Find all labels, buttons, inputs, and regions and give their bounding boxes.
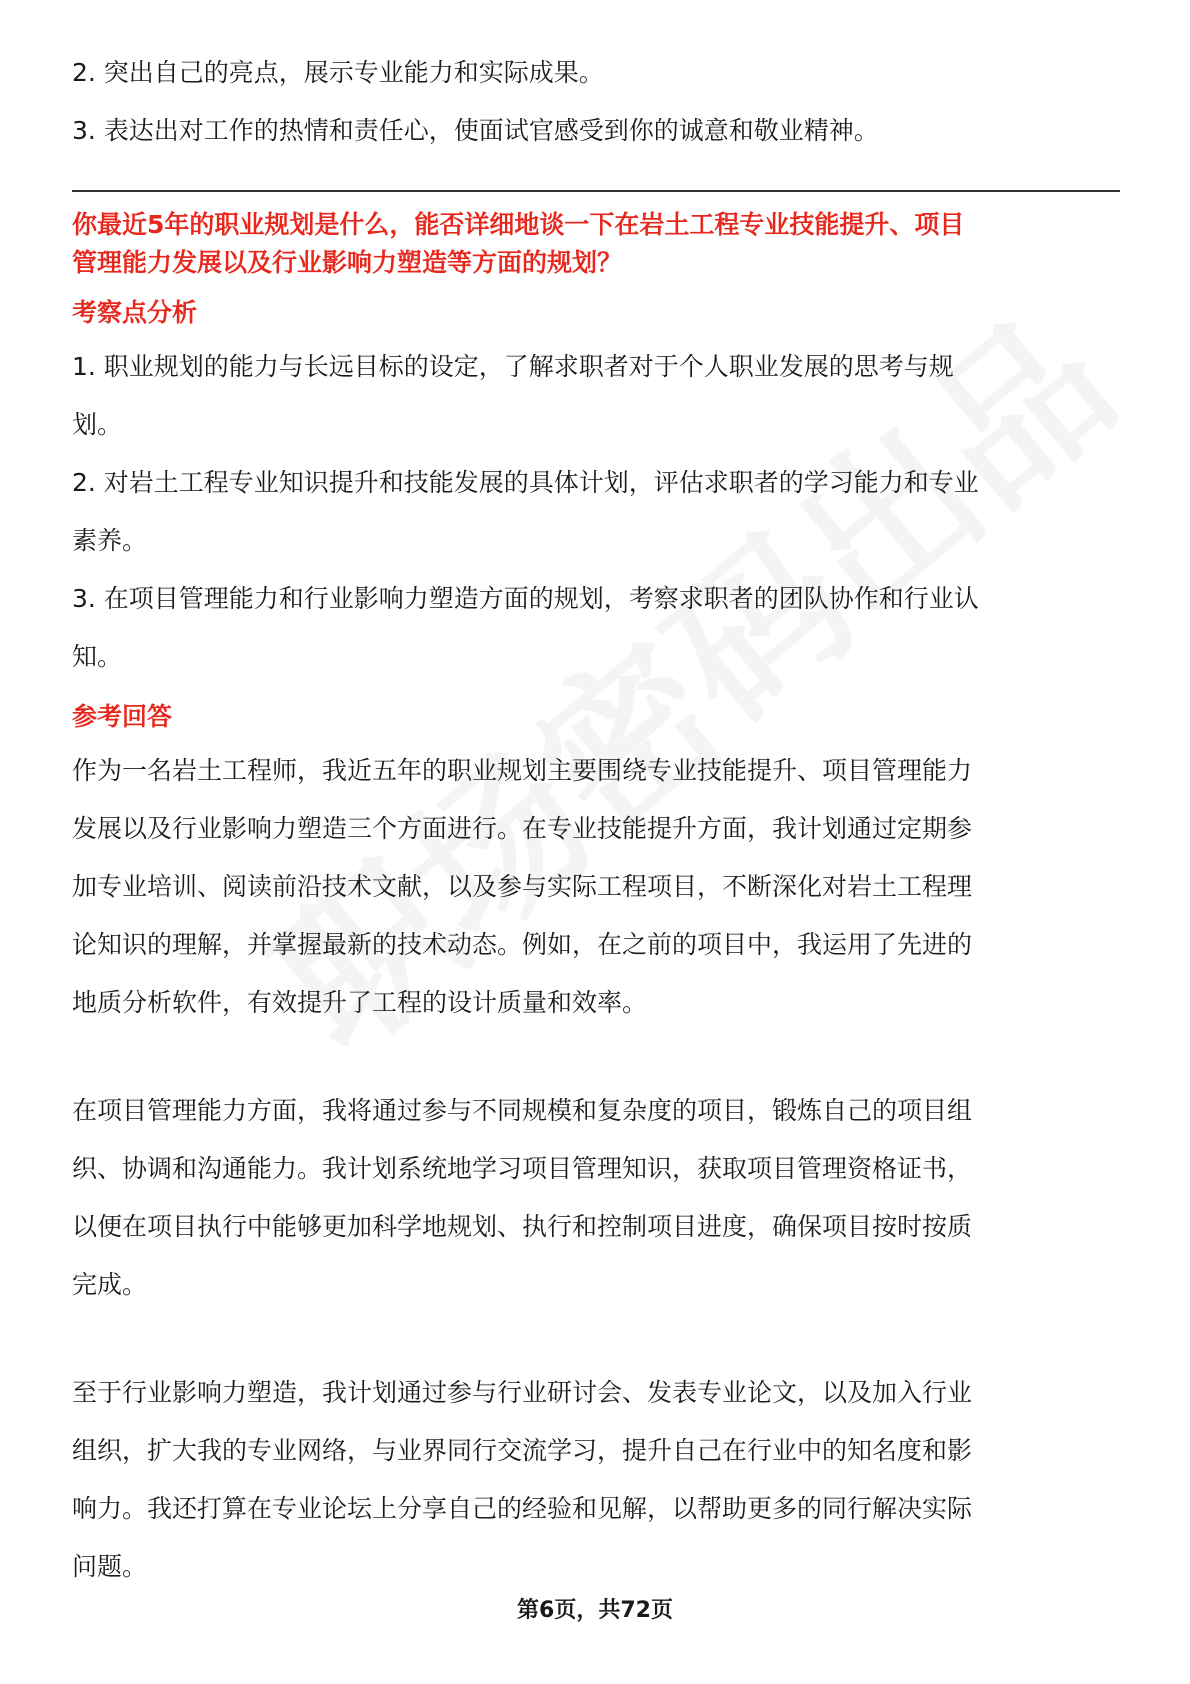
analysis-line: 划。 — [72, 410, 123, 439]
paragraph-gap — [72, 1314, 1122, 1364]
page-content — [72, 44, 1122, 1596]
answer-line: 组织，扩大我的专业网络，与业界同行交流学习，提升自己在行业中的知名度和影 — [72, 1436, 973, 1465]
analysis-line: 1. 职业规划的能力与长远目标的设定，了解求职者对于个人职业发展的思考与规 — [72, 352, 954, 381]
question-line-2: 管理能力发展以及行业影响力塑造等方面的规划？ — [72, 248, 623, 277]
question-heading — [72, 206, 1122, 282]
answer-line: 论知识的理解，并掌握最新的技术动态。例如，在之前的项目中，我运用了先进的 — [72, 930, 973, 959]
answer-line: 至于行业影响力塑造，我计划通过参与行业研讨会、发表专业论文，以及加入行业 — [72, 1378, 973, 1407]
answer-paragraph-1 — [72, 742, 1122, 1032]
answer-line: 发展以及行业影响力塑造三个方面进行。在专业技能提升方面，我计划通过定期参 — [72, 814, 973, 843]
question-line-1: 你最近5年的职业规划是什么，能否详细地谈一下在岩土工程专业技能提升、项目 — [72, 210, 965, 239]
answer-line: 以便在项目执行中能够更加科学地规划、执行和控制项目进度，确保项目按时按质 — [72, 1212, 973, 1241]
section-divider — [72, 190, 1120, 192]
answer-line: 在项目管理能力方面，我将通过参与不同规模和复杂度的项目，锻炼自己的项目组 — [72, 1096, 973, 1125]
answer-line: 作为一名岩土工程师，我近五年的职业规划主要围绕专业技能提升、项目管理能力 — [72, 756, 973, 785]
answer-line: 完成。 — [72, 1270, 148, 1299]
answer-line: 织、协调和沟通能力。我计划系统地学习项目管理知识，获取项目管理资格证书， — [72, 1154, 973, 1183]
analysis-title: 考察点分析 — [72, 298, 198, 327]
paragraph-gap — [72, 1032, 1122, 1082]
analysis-line: 2. 对岩土工程专业知识提升和技能发展的具体计划，评估求职者的学习能力和专业 — [72, 468, 979, 497]
analysis-line: 3. 在项目管理能力和行业影响力塑造方面的规划，考察求职者的团队协作和行业认 — [72, 584, 979, 613]
page-number: 第6页，共72页 — [517, 1598, 673, 1623]
answer-line: 加专业培训、阅读前沿技术文献，以及参与实际工程项目，不断深化对岩土工程理 — [72, 872, 973, 901]
answer-line: 问题。 — [72, 1552, 148, 1581]
answer-paragraph-3 — [72, 1364, 1122, 1596]
answer-line: 响力。我还打算在专业论坛上分享自己的经验和见解，以帮助更多的同行解决实际 — [72, 1494, 973, 1523]
answer-title: 参考回答 — [72, 702, 173, 731]
intro-point-3: 3. 表达出对工作的热情和责任心，使面试官感受到你的诚意和敬业精神。 — [72, 116, 879, 145]
answer-line: 地质分析软件，有效提升了工程的设计质量和效率。 — [72, 988, 648, 1017]
analysis-list — [72, 338, 1122, 686]
answer-paragraph-2 — [72, 1082, 1122, 1314]
analysis-line: 知。 — [72, 642, 123, 671]
intro-point-2: 2. 突出自己的亮点，展示专业能力和实际成果。 — [72, 58, 604, 87]
analysis-line: 素养。 — [72, 526, 148, 555]
